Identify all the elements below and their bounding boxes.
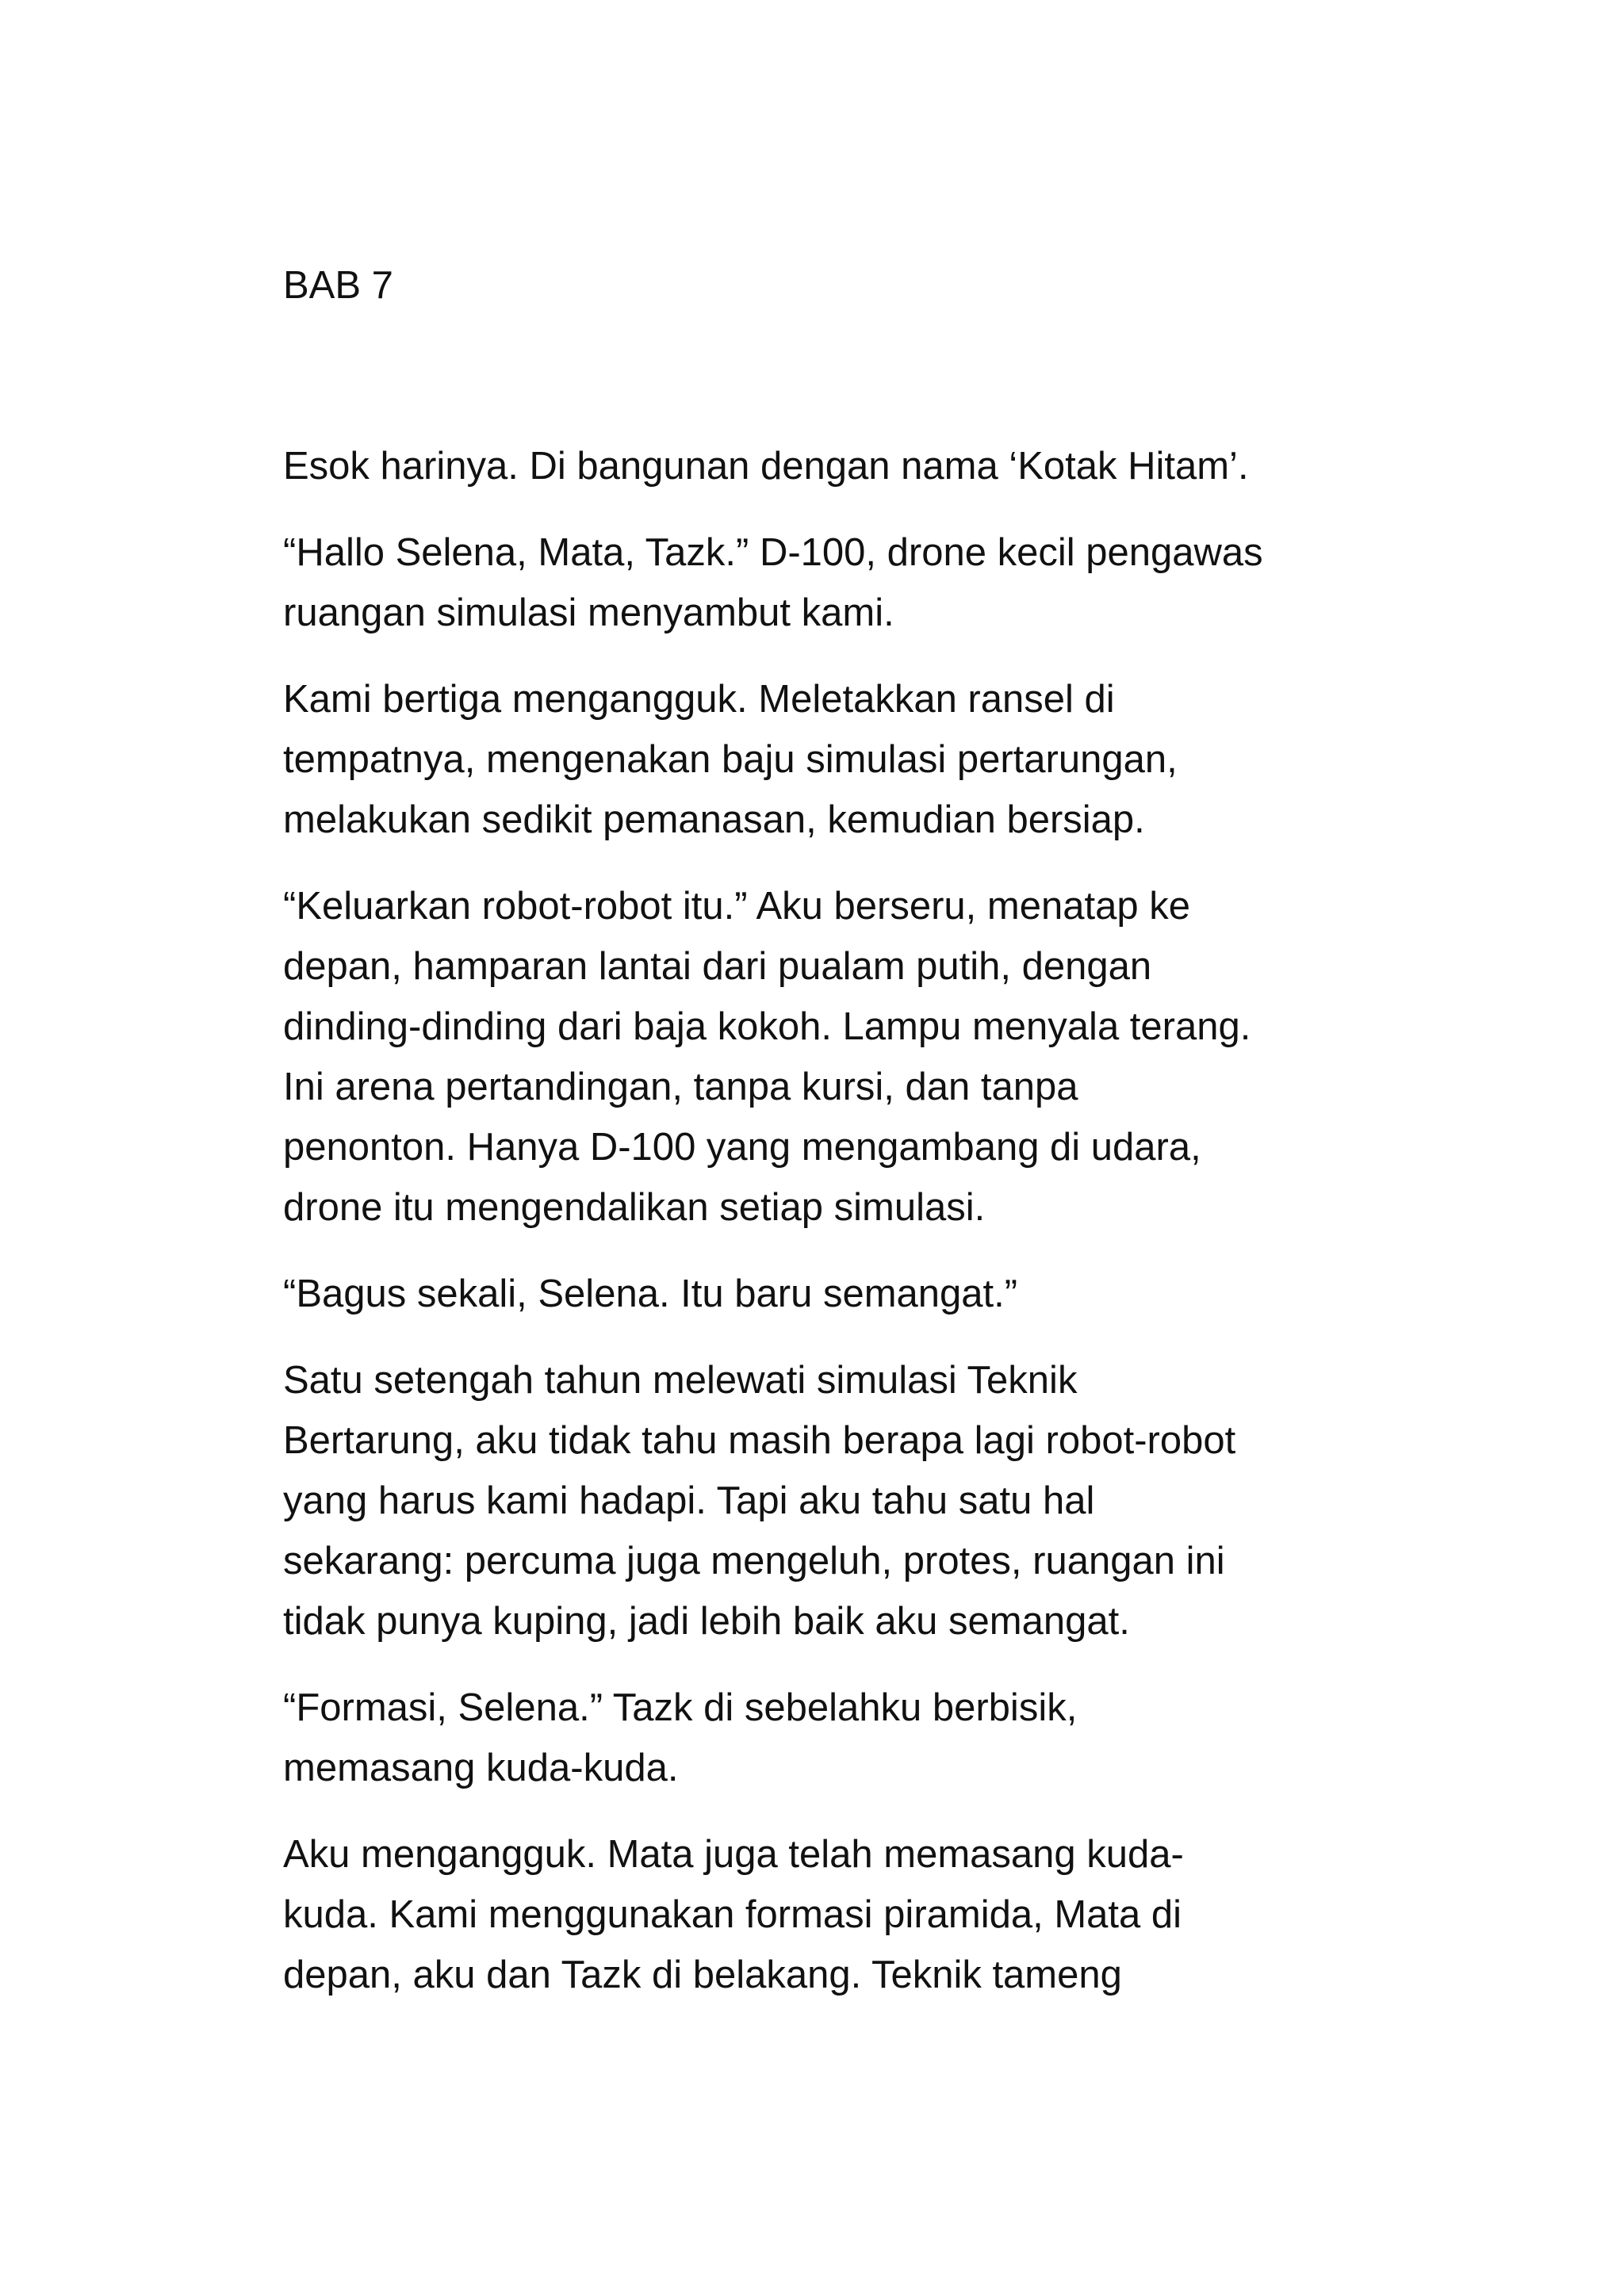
text-line: Ini arena pertandingan, tanpa kursi, dan tanpa (283, 1066, 1078, 1108)
text-line: melakukan sedikit pemanasan, kemudian bersiap. (283, 798, 1145, 841)
chapter-title: BAB 7 (283, 264, 393, 307)
text-line: drone itu mengendalikan setiap simulasi. (283, 1186, 986, 1229)
text-line: Aku mengangguk. Mata juga telah memasang kuda- (283, 1833, 1184, 1876)
text-line: kuda. Kami menggunakan formasi piramida, Mata di (283, 1893, 1182, 1936)
text-line: ruangan simulasi menyambut kami. (283, 591, 894, 634)
paragraph (283, 1678, 1393, 1798)
paragraph (283, 876, 1393, 1238)
text-line: “Bagus sekali, Selena. Itu baru semangat.” (283, 1272, 1018, 1315)
paragraph (283, 669, 1393, 850)
text-line: Esok harinya. Di bangunan dengan nama ‘Kotak Hitam’. (283, 445, 1249, 488)
paragraph (283, 1350, 1393, 1651)
paragraph (283, 1264, 1393, 1324)
paragraph (283, 436, 1393, 496)
text-line: sekarang: percuma juga mengeluh, protes, ruangan ini (283, 1540, 1225, 1582)
text-line: penonton. Hanya D-100 yang mengambang di udara, (283, 1126, 1201, 1169)
chapter-body (283, 436, 1393, 2031)
text-line: Kami bertiga mengangguk. Meletakkan ransel di (283, 678, 1115, 721)
text-line: yang harus kami hadapi. Tapi aku tahu satu hal (283, 1479, 1095, 1522)
text-line: “Formasi, Selena.” Tazk di sebelahku berbisik, (283, 1686, 1078, 1729)
text-line: tempatnya, mengenakan baju simulasi pertarungan, (283, 738, 1178, 781)
text-line: depan, hamparan lantai dari pualam putih, dengan (283, 945, 1152, 988)
text-line: tidak punya kuping, jadi lebih baik aku semangat. (283, 1600, 1130, 1643)
text-line: memasang kuda-kuda. (283, 1747, 679, 1789)
text-line: dinding-dinding dari baja kokoh. Lampu menyala terang. (283, 1005, 1251, 1048)
text-line: “Keluarkan robot-robot itu.” Aku berseru, menatap ke (283, 885, 1190, 928)
paragraph (283, 522, 1393, 643)
text-line: Satu setengah tahun melewati simulasi Teknik (283, 1359, 1078, 1402)
text-line: depan, aku dan Tazk di belakang. Teknik tameng (283, 1954, 1122, 1996)
paragraph (283, 1824, 1393, 2005)
text-line: “Hallo Selena, Mata, Tazk.” D-100, drone kecil pengawas (283, 531, 1263, 574)
text-line: Bertarung, aku tidak tahu masih berapa lagi robot-robot (283, 1419, 1236, 1462)
